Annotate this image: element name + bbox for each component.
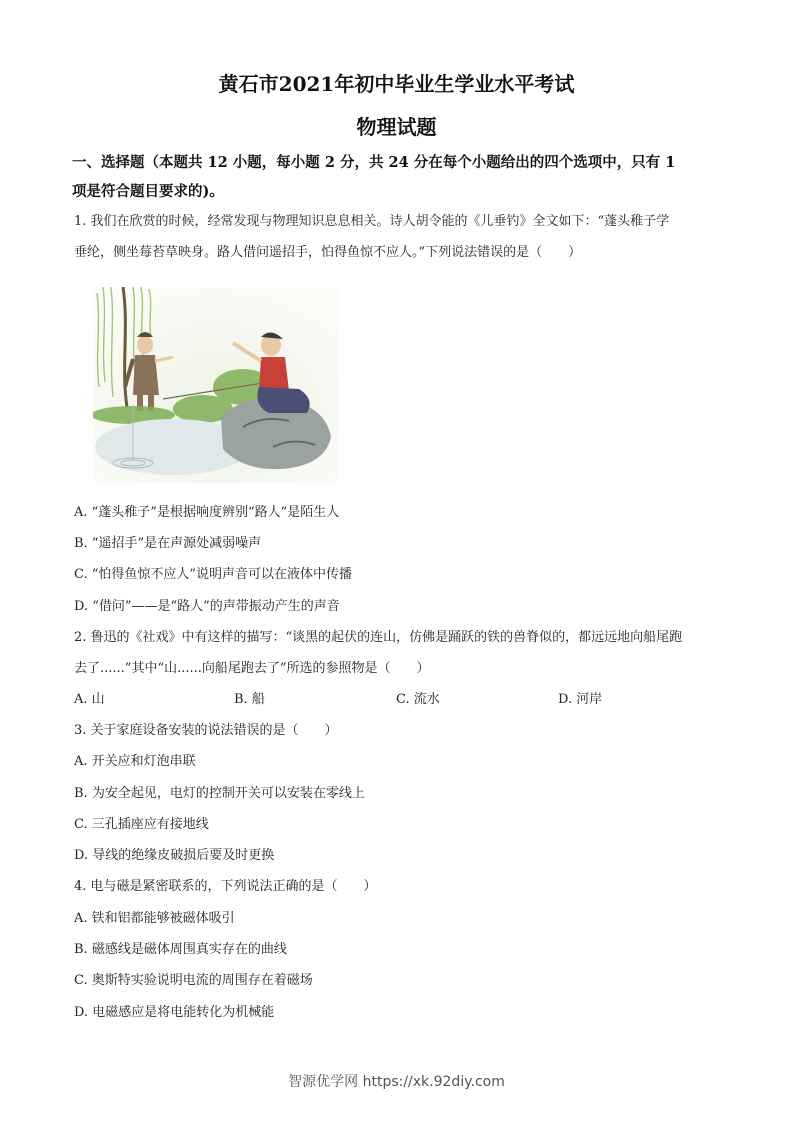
question-2-option-a[interactable]: A. 山 [74,692,105,707]
question-2-option-b[interactable]: B. 船 [234,692,265,707]
question-4-option-d[interactable]: D. 电磁感应是将电能转化为机械能 [74,1005,275,1020]
question-3-option-d[interactable]: D. 导线的绝缘皮破损后要及时更换 [74,848,275,863]
section-heading-line-1: 一、选择题（本题共 12 小题，每小题 2 分，共 24 分在每个小题给出的四个选项中，只有 1 [72,154,676,171]
section-heading-line-2: 项是符合题目要求的)。 [72,183,224,200]
question-1-stem-line-1: 1. 我们在欣赏的时候，经常发现与物理知识息息相关。诗人胡令能的《儿垂钓》全文如下：“蓬头稚子学 [74,214,670,229]
question-2-stem-line-2: 去了......”其中“山......向船尾跑去了”所选的参照物是（ ） [74,661,430,676]
question-2-option-d[interactable]: D. 河岸 [558,692,603,707]
question-4-option-c[interactable]: C. 奥斯特实验说明电流的周围存在着磁场 [74,973,313,988]
fishing-child-illustration [93,287,339,483]
question-4-stem: 4. 电与磁是紧密联系的，下列说法正确的是（ ） [74,879,377,894]
question-1-option-a[interactable]: A. “蓬头稚子”是根据响度辨别“路人”是陌生人 [74,505,340,520]
question-3-option-c[interactable]: C. 三孔插座应有接地线 [74,817,209,832]
question-1-stem-line-2: 垂纶，侧坐莓苔草映身。路人借问遥招手，怕得鱼惊不应人。”下列说法错误的是（ ） [74,245,582,260]
question-1-option-d[interactable]: D. “借问”——是“路人”的声带振动产生的声音 [74,599,340,614]
question-2-options [74,690,724,710]
page-subtitle: 物理试题 [356,115,437,139]
footer-watermark: 智源优学网 https://xk.92diy.com [288,1074,505,1090]
question-1-option-c[interactable]: C. “怕得鱼惊不应人”说明声音可以在液体中传播 [74,567,353,582]
question-3-option-b[interactable]: B. 为安全起见，电灯的控制开关可以安装在零线上 [74,786,365,801]
question-1-option-b[interactable]: B. “遥招手”是在声源处减弱噪声 [74,536,262,551]
question-2-stem-line-1: 2. 鲁迅的《社戏》中有这样的描写：“谈黑的起伏的连山，仿佛是踊跃的铁的兽脊似的，都远远地向船尾跑 [74,630,683,645]
question-3-option-a[interactable]: A. 开关应和灯泡串联 [74,754,196,769]
question-3-stem: 3. 关于家庭设备安装的说法错误的是（ ） [74,723,338,738]
question-2-option-c[interactable]: C. 流水 [396,692,440,707]
page-title: 黄石市2021年初中毕业生学业水平考试 [218,72,575,96]
question-4-option-b[interactable]: B. 磁感线是磁体周围真实存在的曲线 [74,942,287,957]
question-4-option-a[interactable]: A. 铁和铝都能够被磁体吸引 [74,911,235,926]
